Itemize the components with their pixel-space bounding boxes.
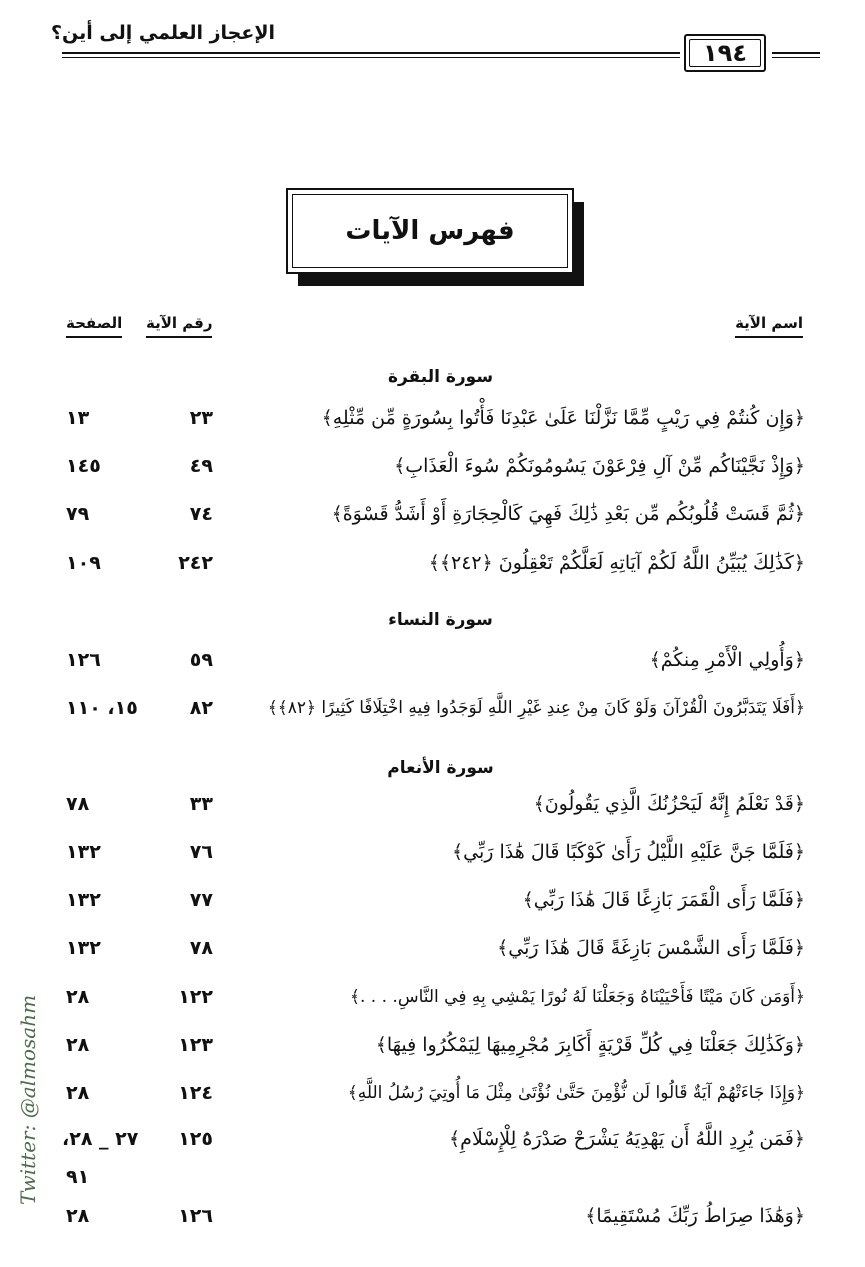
ayah-text: ﴿فَلَمَّا جَنَّ عَلَيْهِ اللَّيْلُ رَأَىٰ كَوْكَبًا قَالَ هَٰذَا رَبِّي﴾ bbox=[452, 841, 805, 863]
index-row bbox=[0, 834, 865, 870]
page-ref: ٢٨ bbox=[66, 1205, 90, 1227]
ayah-text: ﴿وَإِذَا جَاءَتْهُمْ آيَةٌ قَالُوا لَن نُّؤْمِنَ حَتَّىٰ نُؤْتَىٰ مِثْلَ مَا أُوتِيَ رُسُلُ اللَّهِ﴾ bbox=[347, 1083, 805, 1103]
index-row bbox=[0, 496, 865, 532]
ayah-number: ٧٤ bbox=[189, 503, 213, 525]
page-ref: ١٠٩ bbox=[66, 552, 101, 574]
ayah-number: ٧٨ bbox=[189, 937, 213, 959]
index-row bbox=[0, 979, 865, 1015]
page-ref: ٢٧ _ ٢٨، bbox=[62, 1128, 139, 1150]
ayah-number: ٥٩ bbox=[189, 649, 213, 671]
header-rule bbox=[62, 57, 680, 58]
surah-heading bbox=[0, 758, 865, 778]
ayah-number: ١٢٤ bbox=[178, 1082, 213, 1104]
header-rule bbox=[772, 52, 820, 54]
page-ref: ٢٨ bbox=[66, 986, 90, 1008]
ayah-number: ٧٧ bbox=[189, 889, 213, 911]
ayah-text: ﴿فَمَن يُرِدِ اللَّهُ أَن يَهْدِيَهُ يَشْرَحْ صَدْرَهُ لِلْإِسْلَامِ﴾ bbox=[449, 1128, 805, 1150]
surah-name: سورة النساء bbox=[388, 610, 493, 630]
index-row bbox=[0, 1198, 865, 1234]
column-header-page: الصفحة bbox=[66, 314, 122, 338]
ayah-number: ٢٤٢ bbox=[178, 552, 213, 574]
index-row bbox=[0, 930, 865, 966]
ayah-text: ﴿ثُمَّ قَسَتْ قُلُوبُكُم مِّن بَعْدِ ذَٰلِكَ فَهِيَ كَالْحِجَارَةِ أَوْ أَشَدُّ قَسْوَةً﴾ bbox=[331, 503, 805, 525]
page-ref: ٢٨ bbox=[66, 1034, 90, 1056]
index-title: فهرس الآيات bbox=[345, 216, 515, 246]
ayah-text: ﴿أَفَلَا يَتَدَبَّرُونَ الْقُرْآنَ وَلَوْ كَانَ مِنْ عِندِ غَيْرِ اللَّهِ لَوَجَدُوا فِيهِ اخْتِلَافًا كَثِيرًا ﴿٨٢﴾﴾ bbox=[267, 698, 805, 718]
column-header-ayah-number: رقم الآية bbox=[146, 314, 212, 338]
ayah-number: ٣٣ bbox=[189, 793, 213, 815]
page-ref: ٩١ bbox=[66, 1166, 90, 1188]
page-ref: ١٣٢ bbox=[66, 937, 101, 959]
page-ref: ١٣٢ bbox=[66, 889, 101, 911]
ayah-number: ٢٣ bbox=[189, 407, 213, 429]
book-title: الإعجاز العلمي إلى أين؟ bbox=[51, 22, 275, 44]
ayah-number: ١٢٣ bbox=[178, 1034, 213, 1056]
ayah-number: ٤٩ bbox=[189, 455, 213, 477]
surah-name: سورة الأنعام bbox=[387, 758, 494, 778]
header-rule bbox=[62, 52, 680, 54]
column-header-ayah-name: اسم الآية bbox=[735, 314, 803, 338]
page-ref: ١٢٦ bbox=[66, 649, 101, 671]
ayah-text: ﴿وَأُولِي الْأَمْرِ مِنكُمْ﴾ bbox=[649, 649, 805, 671]
index-row-continuation bbox=[0, 1159, 865, 1195]
ayah-number: ١٢٢ bbox=[178, 986, 213, 1008]
watermark: Twitter: @almosahm bbox=[16, 994, 40, 1205]
page-ref: ١٣ bbox=[66, 407, 90, 429]
index-row bbox=[0, 1075, 865, 1111]
ayah-text: ﴿وَإِذْ نَجَّيْنَاكُم مِّنْ آلِ فِرْعَوْنَ يَسُومُونَكُمْ سُوءَ الْعَذَابِ﴾ bbox=[394, 455, 805, 477]
ayah-number: ١٢٥ bbox=[178, 1128, 213, 1150]
index-row bbox=[0, 642, 865, 678]
index-row bbox=[0, 786, 865, 822]
ayah-text: ﴿فَلَمَّا رَأَى الْقَمَرَ بَازِغًا قَالَ هَٰذَا رَبِّي﴾ bbox=[522, 889, 805, 911]
ayah-text: ﴿وَإِن كُنتُمْ فِي رَيْبٍ مِّمَّا نَزَّلْنَا عَلَىٰ عَبْدِنَا فَأْتُوا بِسُورَةٍ مِّن مِّثْلِهِ﴾ bbox=[321, 407, 805, 429]
page-ref: ٧٩ bbox=[66, 503, 90, 525]
ayah-text: ﴿وَكَذَٰلِكَ جَعَلْنَا فِي كُلِّ قَرْيَةٍ أَكَابِرَ مُجْرِمِيهَا لِيَمْكُرُوا فِيهَا﴾ bbox=[375, 1034, 805, 1056]
ayah-number: ٨٢ bbox=[189, 697, 213, 719]
page-ref: ١٣٢ bbox=[66, 841, 101, 863]
surah-heading bbox=[0, 367, 865, 387]
header-rule bbox=[772, 57, 820, 58]
index-row bbox=[0, 690, 865, 726]
ayah-text: ﴿كَذَٰلِكَ يُبَيِّنُ اللَّهُ لَكُمْ آيَاتِهِ لَعَلَّكُمْ تَعْقِلُونَ ﴿٢٤٢﴾﴾ bbox=[428, 552, 805, 574]
index-row bbox=[0, 882, 865, 918]
page-ref: ٧٨ bbox=[66, 793, 90, 815]
ayah-text: ﴿أَوَمَن كَانَ مَيْتًا فَأَحْيَيْنَاهُ وَجَعَلْنَا لَهُ نُورًا يَمْشِي بِهِ فِي النَّاسِ. . . .﴾ bbox=[350, 987, 805, 1007]
ayah-number: ١٢٦ bbox=[178, 1205, 213, 1227]
index-title-box bbox=[286, 188, 574, 274]
page-ref: ٢٨ bbox=[66, 1082, 90, 1104]
index-row bbox=[0, 1121, 865, 1157]
page-ref: ١٤٥ bbox=[66, 455, 101, 477]
index-row bbox=[0, 400, 865, 436]
page-number-box bbox=[684, 34, 766, 72]
ayah-text: ﴿فَلَمَّا رَأَى الشَّمْسَ بَازِغَةً قَالَ هَٰذَا رَبِّي﴾ bbox=[497, 937, 805, 959]
surah-heading bbox=[0, 610, 865, 630]
index-row bbox=[0, 448, 865, 484]
index-row bbox=[0, 1027, 865, 1063]
surah-name: سورة البقرة bbox=[387, 367, 494, 387]
ayah-text: ﴿وَهَٰذَا صِرَاطُ رَبِّكَ مُسْتَقِيمًا﴾ bbox=[585, 1205, 805, 1227]
ayah-text: ﴿قَدْ نَعْلَمُ إِنَّهُ لَيَحْزُنُكَ الَّذِي يَقُولُونَ﴾ bbox=[533, 793, 805, 815]
index-row bbox=[0, 545, 865, 581]
page-number: ١٩٤ bbox=[703, 39, 747, 67]
ayah-number: ٧٦ bbox=[189, 841, 213, 863]
page-ref: ١٥، ١١٠ bbox=[66, 697, 138, 719]
